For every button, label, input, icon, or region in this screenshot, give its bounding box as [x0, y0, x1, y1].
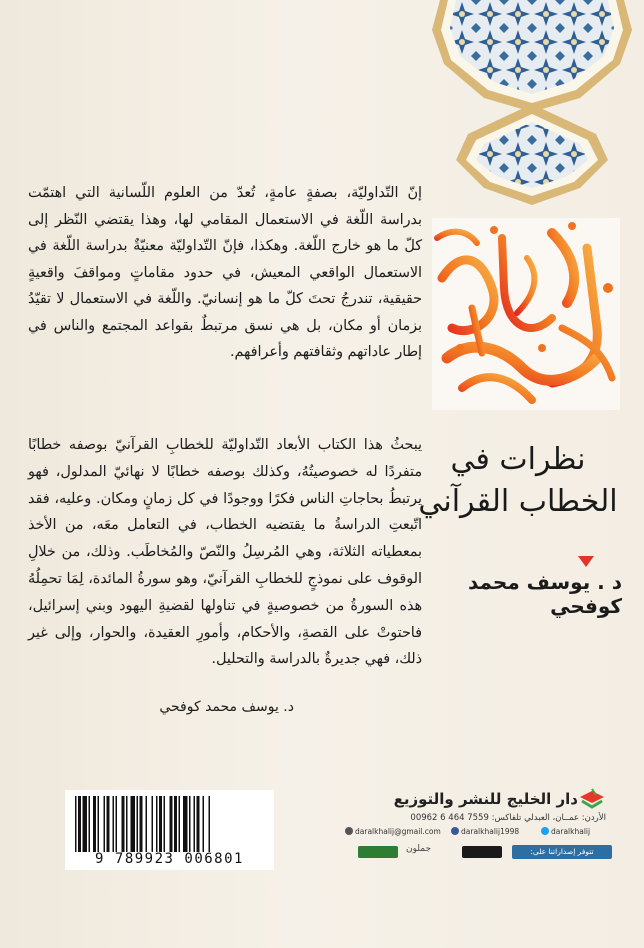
facebook-contact — [451, 827, 519, 836]
book-title-line1: نظرات في — [450, 442, 586, 477]
barcode-bar — [152, 796, 154, 852]
barcode-bar — [116, 796, 118, 852]
ornament-pattern — [420, 0, 644, 205]
description-paragraph-2 — [28, 432, 422, 673]
barcode-bar — [107, 796, 110, 852]
book-author: د . يوسف محمد كوفحي — [467, 570, 622, 618]
email-text: daralkhalij@gmail.com — [355, 827, 441, 836]
barcode-bar — [137, 796, 139, 852]
barcode-bar — [122, 796, 125, 852]
barcode-bar — [83, 796, 88, 852]
barcode-bar — [209, 796, 211, 852]
publisher-contacts — [345, 827, 613, 839]
barcode-bar — [104, 796, 106, 852]
twitter-text: daralkhalij — [551, 827, 591, 836]
barcode-bar — [89, 796, 91, 852]
barcode — [65, 790, 274, 870]
barcode-bar — [140, 796, 143, 852]
barcode-bar — [174, 796, 177, 852]
barcode-bar — [156, 796, 158, 852]
barcode-bar — [203, 796, 205, 852]
barcode-bar — [179, 796, 181, 852]
email-contact — [345, 827, 441, 836]
google-play-badge-icon — [462, 846, 502, 858]
barcode-bar — [194, 796, 196, 852]
jamalon-store-label: جملون — [406, 844, 432, 854]
twitter-icon — [541, 827, 549, 835]
book-title-line2: الخطاب القرآني — [418, 484, 618, 519]
publisher-name: دار الخليج للنشر والتوزيع — [393, 790, 578, 808]
barcode-bar — [164, 796, 166, 852]
barcode-bar — [131, 796, 136, 852]
barcode-bar — [197, 796, 200, 852]
store-badge-icon — [358, 846, 398, 858]
barcode-bar — [93, 796, 96, 852]
author-signature: د. يوسف محمد كوفحي — [159, 699, 294, 715]
triangle-marker-icon — [578, 556, 594, 567]
isbn-number: 9 789923 006801 — [95, 851, 244, 867]
barcode-bar — [98, 796, 100, 852]
barcode-bars — [75, 796, 264, 852]
calligraphy-artwork — [432, 218, 620, 410]
description-paragraph-1 — [28, 180, 422, 366]
paragraph-text: يبحثُ هذا الكتاب الأبعاد التّداوليّة للخطابِ القرآنيّ بوصفه خطابًا متفردًا له خصوصيتُهُ، وكذلك بوصفه خطابًا لا نهائيّ المدلول، فهو يرتبطُ بحاجاتِ الناس فكرًا ووجودًا في كل زمانٍ ومكان. وعليه، فقد اتّبعتِ الدراسةُ ما يقتضيه الخطاب، في التعامل معَه، من الأخذ بمعطياته الثلاثة، وهي المُرسِلُ والنّصّ والمُخاطَب. وذلك، من خلالِ الوقوف على نموذجٍ للخطابِ القرآنيّ، وهو سورةُ المائدة، لِمَا تحمِلُهُ هذه السورةُ من خصوصيةٍ في تناولها لقضيةِ اليهود وبني إسرائيل، فاحتوتْ على القصةِ، والأحكام، وأمورِ العقيدة، والحوار، وإلى غير ذلك، فهي جديرةٌ بالدراسة والتحليل. — [28, 437, 422, 668]
barcode-bar — [170, 796, 173, 852]
publisher-address: الأردن: عمــان، العبدلي تلفاكس: 7559 464 6 00962 — [410, 813, 606, 823]
available-on-label: تتوفر إصداراتنا على: — [512, 845, 612, 859]
barcode-bar — [75, 796, 77, 852]
barcode-bar — [189, 796, 191, 852]
email-icon — [345, 827, 353, 835]
publisher-logo-icon — [578, 787, 606, 809]
barcode-bar — [113, 796, 115, 852]
barcode-bar — [159, 796, 162, 852]
barcode-bar — [183, 796, 188, 852]
barcode-bar — [126, 796, 128, 852]
book-title — [418, 440, 618, 524]
barcode-bar — [146, 796, 148, 852]
facebook-text: daralkhalij1998 — [461, 827, 520, 836]
twitter-contact — [541, 827, 590, 836]
facebook-icon — [451, 827, 459, 835]
barcode-bar — [78, 796, 81, 852]
paragraph-text: إنّ التّداوليّة، بصفةٍ عامةٍ، تُعدّ من العلوم اللّسانية التي اهتمّت بدراسة اللّغة في الاستعمال المقامي لها، وهذا يقتضي النّظر إلى كلّ ما هو خارج اللّغة. وهكذا، فإنّ التّداوليّة معنيّةٌ بدراسة اللّغة في الاستعمال الواقعي المعيش، في حدود مقاماتٍ ومواقفَ واقعيةٍ حقيقية، تندرجُ تحتَ كلّ ما هو إنسانيّ. واللّغة في الاستعمال لا تقيّدُ بزمان أو مكان، بل هي نسق مرتبطٌ بقواعد المجتمع والناس في إطار عاداتهم وثقافتهم وأعرافهم. — [28, 185, 422, 360]
